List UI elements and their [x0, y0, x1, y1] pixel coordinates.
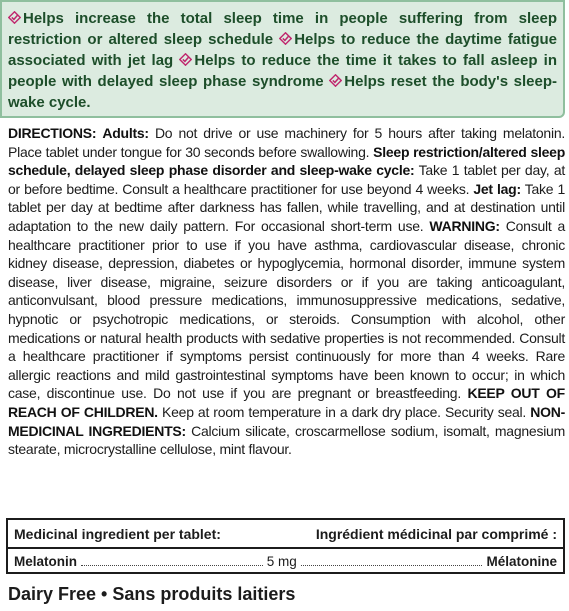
- check-diamond-icon: [329, 74, 342, 87]
- non-medicinal-label: NON-MEDICINAL INGREDIENTS:: [8, 403, 566, 439]
- ingredient-french: Mélatonine: [486, 554, 557, 569]
- claim-text: Helps increase the total sleep time in people suffering from sleep restriction or altered sleep schedule: [8, 10, 557, 48]
- directions-heading: DIRECTIONS:: [8, 125, 97, 141]
- jetlag-text: Take 1 tablet per day at bedtime after darkness has fallen, while travelling, and at destination until adaptation to the new daily pattern. For occasional short-term use.: [8, 180, 566, 234]
- check-diamond-icon: [179, 53, 192, 66]
- keep-out-label: KEEP OUT OF REACH OF CHILDREN.: [8, 385, 565, 420]
- medicinal-ingredient-table: [6, 518, 565, 574]
- warning-text: Consult a healthcare practitioner prior to use if you have asthma, cardiovascular disease, chronic kidney disease, depression, diabetes or hypoglycemia, hormonal disorder, immune system disease, liver disease, migraine, seizure disorders or if you are taking anticoagulant, anticonvulsant, blood pressure medications, immunosuppressive medications, sedative, hypnotic or psychotropic medications, or steroids. Consumption with alcohol, other medications or natural health products with sedative properties is not recommended. Consult a healthcare practitioner if symptoms persist continuously for more than 4 weeks. Rare allergic reactions and mild gastrointestinal symptoms have been known to occur; in which case, discontinue use. Do not use if you are pregnant or breastfeeding.: [8, 217, 566, 402]
- directions-block: [8, 124, 565, 459]
- adults-label: Adults:: [102, 125, 149, 141]
- header-french: Ingrédient médicinal par comprimé :: [315, 525, 557, 542]
- ingredient-dose: 5 mg: [266, 554, 297, 569]
- sleep-text: Take 1 tablet per day, at or before bedtime. Consult a healthcare practitioner for use beyond 4 weeks.: [8, 162, 566, 197]
- check-diamond-icon: [8, 11, 21, 24]
- non-medicinal-text: Calcium silicate, croscarmellose sodium, isomalt, magnesium stearate, microcrystalline cellulose, mint flavour.: [8, 422, 565, 458]
- dot-leader: [81, 565, 263, 566]
- sleep-label: Sleep restriction/altered sleep schedule, delayed sleep phase disorder and sleep-wake cycle:: [8, 143, 566, 179]
- ingredient-english: Melatonin: [14, 554, 77, 569]
- claim-text: Helps to reduce the daytime fatigue associated with jet lag: [8, 31, 558, 69]
- table-header: [8, 520, 563, 549]
- jetlag-label: Jet lag:: [473, 180, 521, 197]
- keep-out-text: Keep at room temperature in a dark dry place. Security seal.: [162, 403, 527, 420]
- header-english: Medicinal ingredient per tablet:: [14, 525, 221, 542]
- dairy-free-statement: Dairy Free • Sans produits laitiers: [8, 584, 296, 604]
- table-row: [8, 549, 563, 574]
- warning-label: WARNING:: [429, 217, 500, 234]
- claim-text: Helps to reduce the time it takes to fall asleep in people with delayed sleep phase syndrome: [8, 52, 557, 90]
- dot-leader: [301, 565, 483, 566]
- claim-text: Helps reset the body's sleep-wake cycle.: [8, 73, 558, 111]
- claims-box: [0, 0, 565, 118]
- check-diamond-icon: [279, 32, 292, 45]
- adults-text: Do not drive or use machinery for 5 hours after taking melatonin. Place tablet under tongue for 30 seconds before swallowing.: [8, 125, 566, 160]
